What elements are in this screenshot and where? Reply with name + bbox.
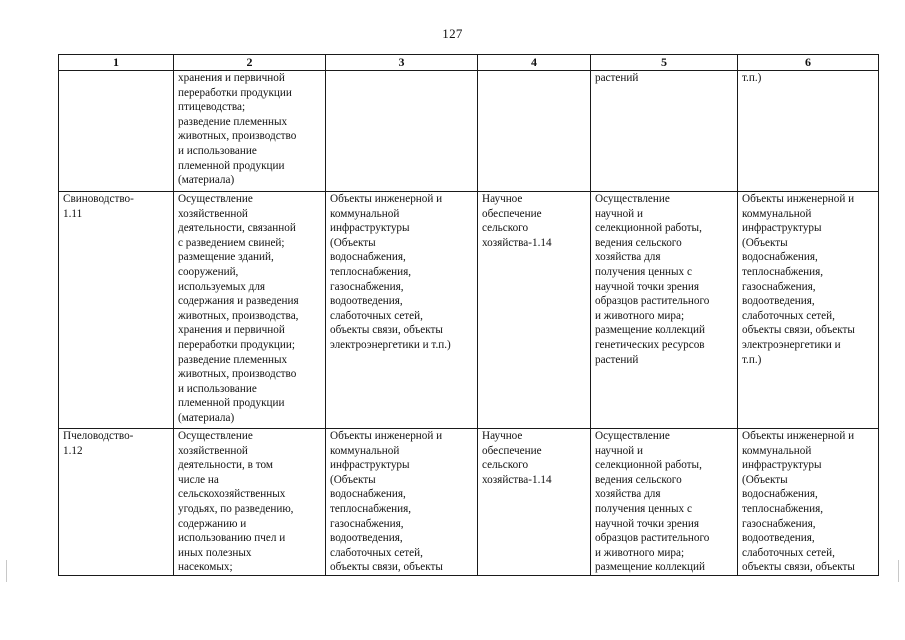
table-cell: Объекты инженерной и коммунальной инфраструктуры (Объекты водоснабжения, теплоснабжения, газоснабжения, водоотведения, слаботочных сетей, объекты связи, объекты электроэнергетики и т.п.) — [326, 192, 478, 429]
land-use-table — [58, 54, 879, 576]
table-cell — [59, 71, 174, 192]
column-header-2: 2 — [174, 55, 326, 71]
table-cell: Объекты инженерной и коммунальной инфраструктуры (Объекты водоснабжения, теплоснабжения, газоснабжения, водоотведения, слаботочных сетей, объекты связи, объекты — [326, 429, 478, 576]
table-cell: т.п.) — [738, 71, 879, 192]
table-cell — [478, 71, 591, 192]
column-header-1: 1 — [59, 55, 174, 71]
table-cell: Объекты инженерной и коммунальной инфраструктуры (Объекты водоснабжения, теплоснабжения, газоснабжения, водоотведения, слаботочных сетей, объекты связи, объекты электроэнергетики и т.п.) — [738, 192, 879, 429]
table-cell-use-type: Свиноводство- 1.11 — [59, 192, 174, 429]
column-header-6: 6 — [738, 55, 879, 71]
table-row-continued — [59, 71, 879, 192]
table-cell: Научное обеспечение сельского хозяйства-1.14 — [478, 192, 591, 429]
table-cell: хранения и первичной переработки продукции птицеводства; разведение племенных животных, производство и использование племенной продукции (материала) — [174, 71, 326, 192]
table-cell: Осуществление научной и селекционной работы, ведения сельского хозяйства для получения ценных с научной точки зрения образцов растительного и животного мира; размещение коллекций — [591, 429, 738, 576]
table-cell-use-description: Осуществление хозяйственной деятельности, связанной с разведением свиней; размещение зданий, сооружений, используемых для содержания и разведения животных, производства, хранения и первичной переработки продукции; разведение племенных животных, производство и использование племенной продукции (материала) — [174, 192, 326, 429]
table-cell: растений — [591, 71, 738, 192]
table-header-row — [59, 55, 879, 71]
table-row-pig-farming — [59, 192, 879, 429]
table-cell — [326, 71, 478, 192]
page-number: 127 — [442, 26, 463, 41]
column-header-5: 5 — [591, 55, 738, 71]
table-cell: Научное обеспечение сельского хозяйства-1.14 — [478, 429, 591, 576]
column-header-4: 4 — [478, 55, 591, 71]
scan-edge-mark — [898, 560, 899, 582]
column-header-3: 3 — [326, 55, 478, 71]
table-cell-use-type: Пчеловодство- 1.12 — [59, 429, 174, 576]
table-cell: Объекты инженерной и коммунальной инфраструктуры (Объекты водоснабжения, теплоснабжения, газоснабжения, водоотведения, слаботочных сетей, объекты связи, объекты — [738, 429, 879, 576]
table-row-beekeeping — [59, 429, 879, 576]
table-cell-use-description: Осуществление хозяйственной деятельности, в том числе на сельскохозяйственных угодьях, по разведению, содержанию и использованию пчел и иных полезных насекомых; — [174, 429, 326, 576]
table-cell: Осуществление научной и селекционной работы, ведения сельского хозяйства для получения ценных с научной точки зрения образцов растительного и животного мира; размещение коллекций генетических ресурсов растений — [591, 192, 738, 429]
scan-edge-mark — [6, 560, 7, 582]
